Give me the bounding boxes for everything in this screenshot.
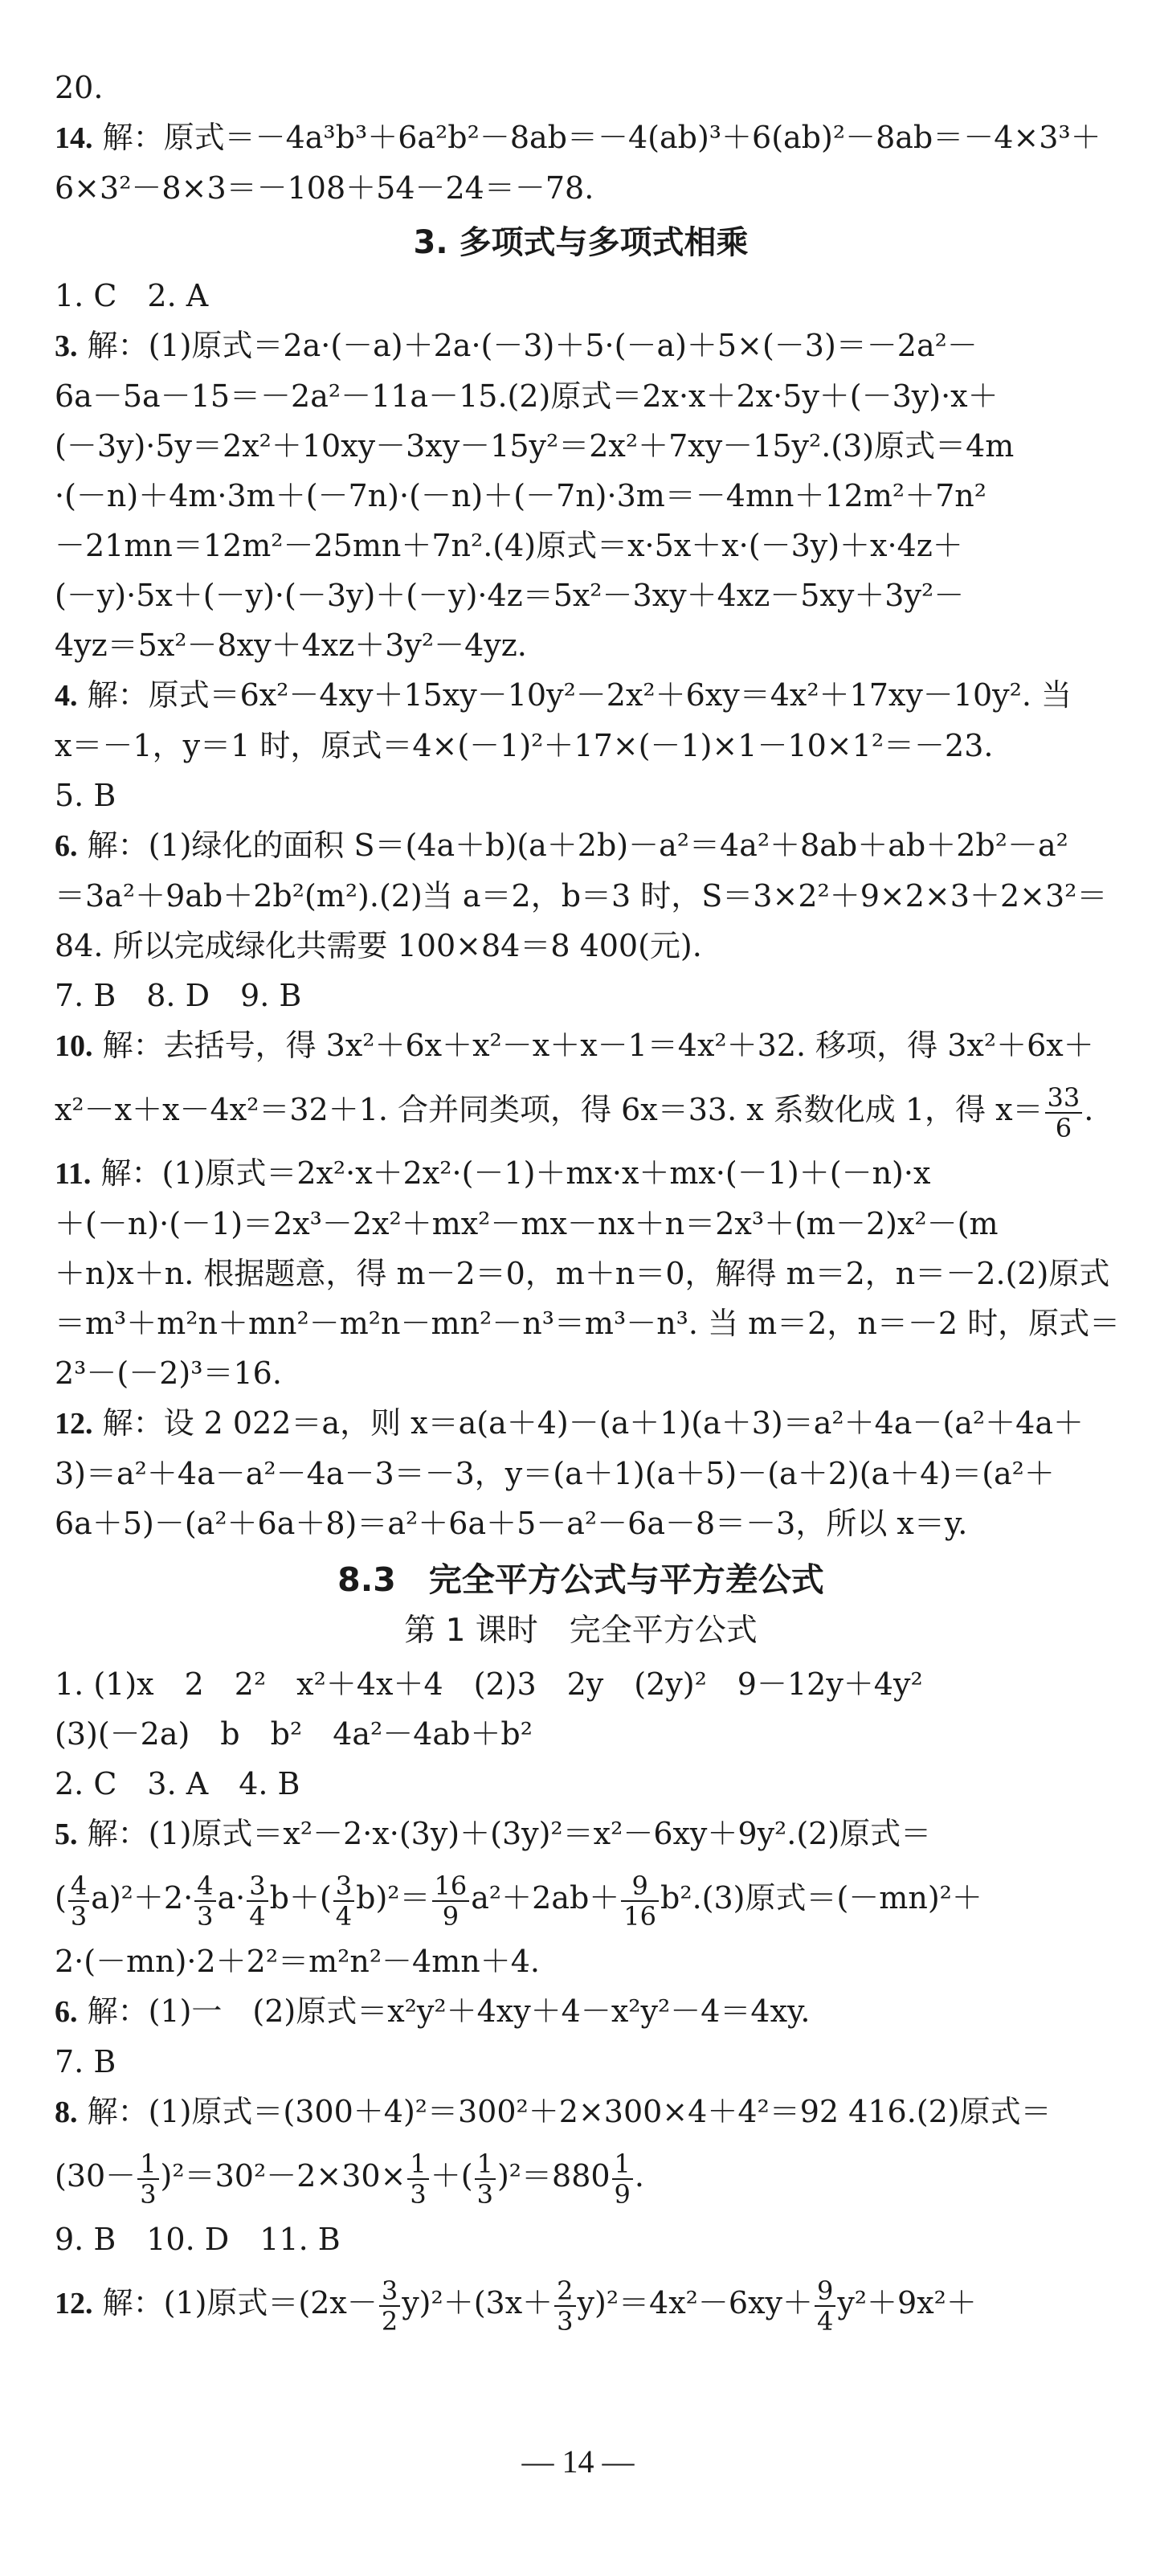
text-line: (－y)·5x＋(－y)·(－3y)＋(－y)·4z＝5x²－3xy＋4xz－5xy＋3y²－ [55,578,965,613]
text-line: (－3y)·5y＝2x²＋10xy－3xy－15y²＝2x²＋7xy－15y².(3)原式＝4m [55,428,1015,464]
text-line: ＋(－n)·(－1)＝2x³－2x²＋mx²－mx－nx＋n＝2x³＋(m－2)x²－(m [55,1206,999,1241]
text-line: 1. (1)x 2 2² x²＋4x＋4 (2)3 2y (2y)² 9－12y＋4y² [55,1666,923,1702]
text-line: 3)＝a²＋4a－a²－4a－3＝－3，y＝(a＋1)(a＋5)－(a＋2)(a＋4)＝(a²＋ [55,1456,1055,1491]
numerator: 9 [621,1871,659,1902]
question-number: 4. [55,679,78,713]
numerator: 9 [815,2276,835,2307]
text-line: x＝－1，y＝1 时，原式＝4×(－1)²＋17×(－1)×1－10×1²＝－23. [55,728,994,763]
line-text: y²＋9x²＋ [837,2285,977,2320]
fraction [333,1871,354,1931]
fraction [554,2276,575,2336]
fraction [815,2276,835,2336]
denominator: 2 [381,2305,398,2337]
text-line: 9. B 10. D 11. B [55,2222,341,2257]
denominator: 4 [249,1900,266,1932]
lesson-heading: 第 1 课时 完全平方公式 [404,1613,758,1649]
answer-page [55,63,1121,2342]
text-line: ·(－n)＋4m·3m＋(－7n)·(－n)＋(－7n)·3m＝－4mn＋12m²＋7n² [55,478,986,513]
denominator: 4 [816,2305,834,2337]
line-text: )²＝880 [496,2158,611,2194]
page-number: — 14 — [521,2443,635,2480]
line-text: 解：去括号，得 3x²＋6x＋x²－x＋x－1＝4x²＋32. 移项，得 3x²＋6x＋ [92,1028,1094,1063]
text-line [55,670,1107,721]
line-text: ( [55,1880,67,1916]
denominator: 3 [70,1900,88,1932]
numerator: 4 [194,1871,215,1902]
numerator: 33 [1045,1083,1083,1114]
fraction [247,1871,268,1931]
section-heading: 3. 多项式与多项式相乘 [413,224,749,261]
line-text: b＋( [269,1880,332,1916]
text-line: 4yz＝5x²－8xy＋4xz＋3y²－4yz. [55,628,527,663]
line-text: a²＋2ab＋ [471,1880,620,1916]
line-text: 解：(1)原式＝(2x－ [92,2285,378,2320]
line-text: )²＝30²－2×30× [160,2158,406,2194]
denominator: 6 [1055,1112,1072,1143]
chapter-heading: 8.3 完全平方公式与平方差公式 [337,1560,824,1599]
question-number: 6. [55,829,78,863]
line-text: (30－ [55,2158,137,2194]
question-number: 12. [55,1407,93,1441]
denominator: 3 [197,1900,214,1932]
numerator: 3 [247,1871,268,1902]
line-text: b².(3)原式＝(－mn)²＋ [660,1880,982,1916]
denominator: 3 [557,2305,574,2337]
fraction [621,1871,659,1931]
denominator: 3 [410,2178,427,2210]
fraction [612,2149,633,2209]
question-number: 5. [55,1818,78,1851]
line-text: 解：(1)原式＝(300＋4)²＝300²＋2×300×4＋4²＝92 416.(2)原式＝ [77,2094,1052,2129]
text-line: 7. B 8. D 9. B [55,978,302,1013]
text-line [55,2137,1107,2214]
text-line: 2·(－mn)·2＋2²＝m²n²－4mn＋4. [55,1944,540,1979]
denominator: 3 [476,2178,493,2210]
text-line: 5. B [55,778,116,813]
line-text: . [634,2158,644,2194]
text-line: 6a－5a－15＝－2a²－11a－15.(2)原式＝2x·x＋2x·5y＋(－3y)·x＋ [55,378,999,414]
text-line: 2. C 3. A 4. B [55,1766,300,1801]
line-text: y)²＝4x²－6xy＋ [577,2285,813,2320]
fraction [475,2149,496,2209]
text-line [55,112,1107,163]
line-text: b)²＝ [356,1880,431,1916]
line-text: 解：原式＝6x²－4xy＋15xy－10y²－2x²＋6xy＝4x²＋17xy－10y². 当 [77,677,1072,713]
denominator: 9 [614,2178,631,2210]
numerator: 1 [475,2149,496,2180]
numerator: 3 [379,2276,400,2307]
fraction [68,1871,89,1931]
question-number: 8. [55,2096,78,2129]
text-line [55,1020,1107,1071]
text-line [55,1986,1107,2037]
line-text: 解：(1)绿化的面积 S＝(4a＋b)(a＋2b)－a²＝4a²＋8ab＋ab＋2b²－a² [77,828,1068,863]
text-line [55,321,1107,371]
text-line [55,2264,1107,2342]
question-number: 3. [55,329,78,363]
text-line [55,1148,1107,1199]
line-text: 解：(1)一 (2)原式＝x²y²＋4xy＋4－x²y²－4＝4xy. [77,1993,811,2029]
question-number: 14. [55,121,93,155]
text-line: ＝3a²＋9ab＋2b²(m²).(2)当 a＝2，b＝3 时，S＝3×2²＋9×2×3＋2×3²＝ [55,878,1108,914]
question-number: 12. [55,2287,93,2320]
fraction [407,2149,428,2209]
numerator: 3 [333,1871,354,1902]
line-text: 解：原式＝－4a³b³＋6a²b²－8ab＝－4(ab)³＋6(ab)²－8ab＝－4×3³＋ [92,120,1101,155]
question-number: 10. [55,1029,93,1063]
line-text: . [1084,1092,1094,1127]
line-text: 解：设 2 022＝a，则 x＝a(a＋4)－(a＋1)(a＋3)＝a²＋4a－(a²＋4a＋ [92,1405,1084,1441]
line-text: a· [217,1880,246,1916]
text-line [55,2087,1107,2137]
text-line: 6×3²－8×3＝－108＋54－24＝－78. [55,170,594,206]
text-line: (3)(－2a) b b² 4a²－4ab＋b² [55,1716,533,1752]
numerator: 1 [137,2149,158,2180]
text-line [55,1859,1107,1936]
line-text: 解：(1)原式＝2x²·x＋2x²·(－1)＋mx·x＋mx·(－1)＋(－n)·x [91,1155,931,1191]
text-line: 20. [55,70,104,105]
fraction [194,1871,215,1931]
fraction [432,1871,470,1931]
denominator: 3 [140,2178,157,2210]
text-line [55,820,1107,871]
text-line: 84. 所以完成绿化共需要 100×84＝8 400(元). [55,928,702,963]
text-line: 7. B [55,2044,116,2079]
fraction [379,2276,400,2336]
numerator: 4 [68,1871,89,1902]
text-line [55,1398,1107,1449]
text-line [55,1809,1107,1859]
numerator: 16 [432,1871,470,1902]
fraction [137,2149,158,2209]
numerator: 2 [554,2276,575,2307]
text-line: 2³－(－2)³＝16. [55,1355,282,1391]
question-number: 6. [55,1995,78,2029]
text-line: 1. C 2. A [55,278,209,313]
question-number: 11. [55,1157,92,1191]
line-text: ＋( [430,2158,473,2194]
denominator: 4 [335,1900,353,1932]
text-line [55,1071,1107,1148]
denominator: 16 [623,1900,657,1932]
text-line: －21mn＝12m²－25mn＋7n².(4)原式＝x·5x＋x·(－3y)＋x·4z＋ [55,528,963,563]
text-line: 6a＋5)－(a²＋6a＋8)＝a²＋6a＋5－a²－6a－8＝－3，所以 x＝y. [55,1506,968,1541]
line-text: 解：(1)原式＝x²－2·x·(3y)＋(3y)²＝x²－6xy＋9y².(2)原式＝ [77,1816,932,1851]
denominator: 9 [442,1900,460,1932]
text-line: ＋n)x＋n. 根据题意，得 m－2＝0，m＋n＝0，解得 m＝2，n＝－2.(2)原式 [55,1256,1110,1291]
text-line: ＝m³＋m²n＋mn²－m²n－mn²－n³＝m³－n³. 当 m＝2，n＝－2 时，原式＝ [55,1306,1121,1341]
line-text: 解：(1)原式＝2a·(－a)＋2a·(－3)＋5·(－a)＋5×(－3)＝－2a²－ [77,328,978,363]
line-text: a)²＋2· [91,1880,194,1916]
line-text: x²－x＋x－4x²＝32＋1. 合并同类项，得 6x＝33. x 系数化成 1，得 x＝ [55,1092,1044,1127]
line-text: y)²＋(3x＋ [402,2285,553,2320]
numerator: 1 [407,2149,428,2180]
fraction [1045,1083,1083,1143]
numerator: 1 [612,2149,633,2180]
